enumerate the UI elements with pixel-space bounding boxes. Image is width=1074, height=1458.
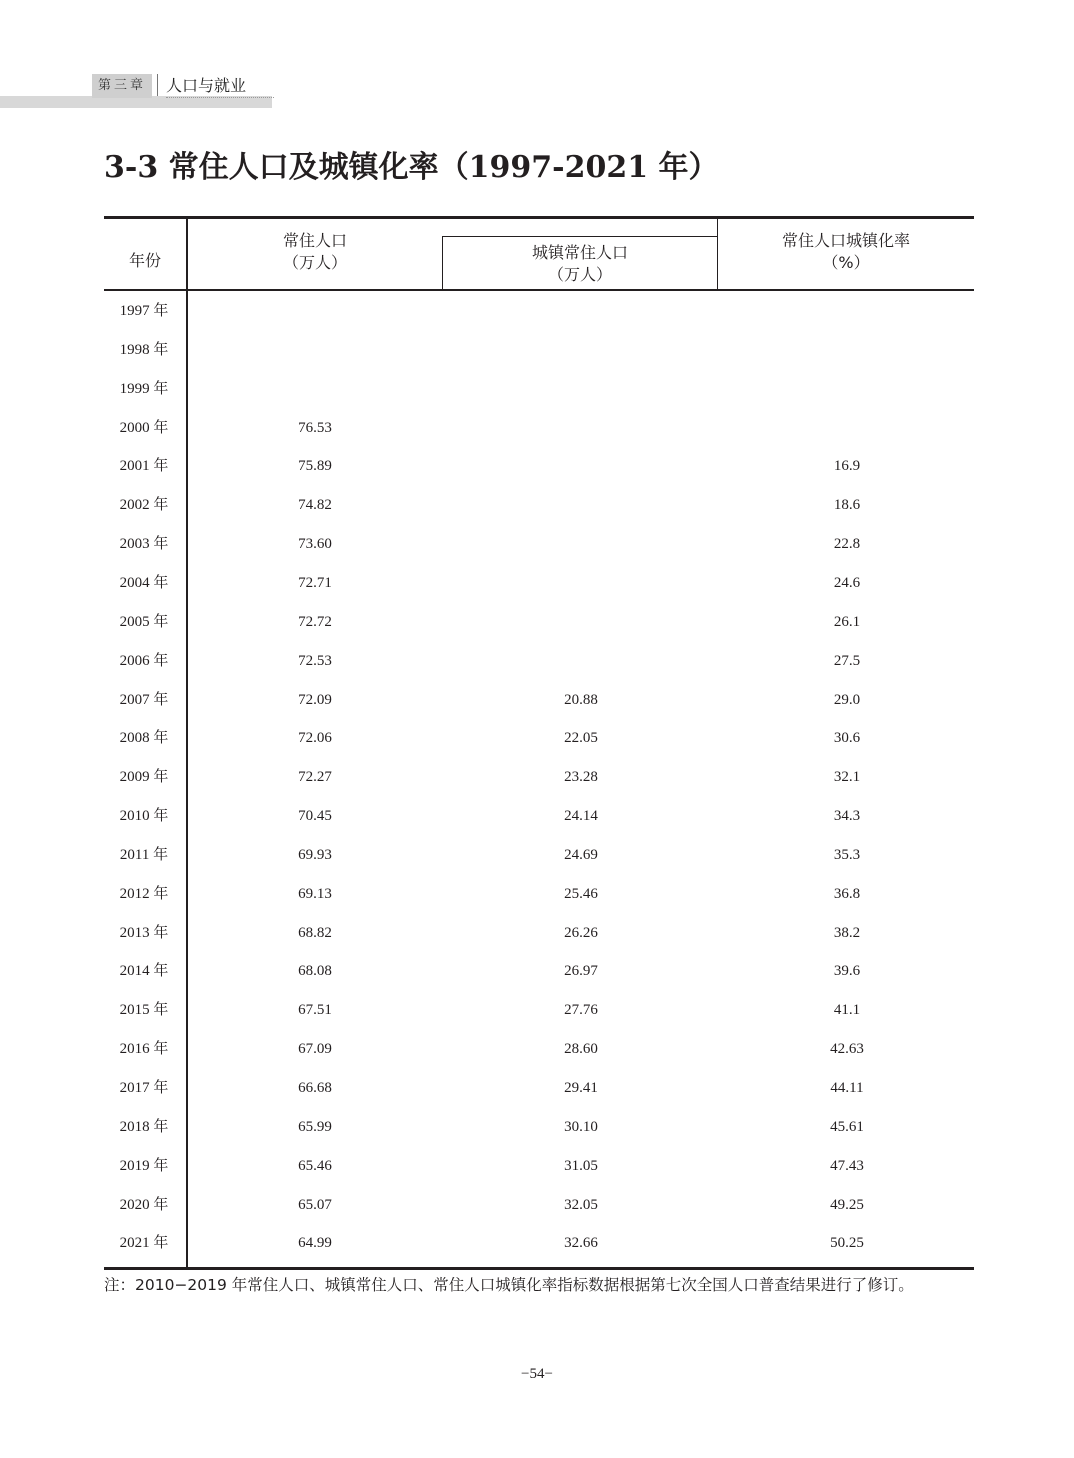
urban-population-cell: 32.05 [564, 1196, 598, 1213]
urbanization-rate-cell: 22.8 [833, 536, 861, 553]
urbanization-rate-cell: 50.25 [830, 1235, 864, 1252]
urban-population-cell: 23.28 [564, 769, 598, 786]
population-cell: 65.07 [298, 1196, 332, 1213]
urbanization-rate-cell: 44.11 [830, 1080, 864, 1096]
table-row [104, 719, 974, 758]
year-cell: 2020 年 [119, 1196, 169, 1213]
population-cell: 67.51 [298, 1002, 332, 1019]
urban-population-cell: 27.76 [564, 1002, 598, 1019]
table-row [104, 331, 974, 370]
urbanization-rate-cell: 45.61 [830, 1118, 864, 1135]
population-cell: 65.46 [298, 1157, 332, 1174]
year-cell: 2018 年 [119, 1118, 169, 1135]
table-row [104, 525, 974, 564]
urban-population-cell: 25.46 [564, 885, 598, 902]
year-cell: 2017 年 [119, 1080, 169, 1096]
population-cell: 64.99 [298, 1235, 332, 1252]
year-cell: 2009 年 [119, 769, 169, 786]
table-row [104, 991, 974, 1030]
page-number: −54− [521, 1366, 553, 1382]
urban-population-cell: 30.10 [564, 1118, 598, 1135]
col-header-urbanization-rate: 常住人口城镇化率 [781, 231, 910, 250]
urban-population-cell: 24.69 [564, 846, 598, 863]
year-cell: 2012 年 [119, 885, 169, 902]
year-cell: 2000 年 [119, 419, 169, 436]
population-cell: 69.93 [298, 846, 332, 863]
population-cell: 67.09 [298, 1041, 332, 1058]
urbanization-rate-cell: 30.6 [833, 730, 861, 747]
page-title: 3-3 常住人口及城镇化率（1997-2021 年） [104, 150, 719, 185]
year-cell: 2011 年 [119, 846, 169, 863]
population-cell: 72.71 [298, 574, 332, 591]
urbanization-rate-cell: 29.0 [833, 691, 861, 708]
urban-population-cell: 29.41 [564, 1080, 598, 1096]
urbanization-rate-cell: 49.25 [830, 1196, 864, 1213]
urbanization-rate-cell: 24.6 [833, 574, 861, 591]
year-cell: 2013 年 [119, 924, 169, 941]
year-cell: 2001 年 [119, 458, 169, 475]
table-row [104, 564, 974, 603]
population-cell: 72.06 [298, 730, 332, 747]
table-row [104, 486, 974, 525]
urban-population-cell: 24.14 [564, 808, 598, 825]
header-bottom-rule [104, 289, 974, 291]
year-cell: 2016 年 [119, 1041, 169, 1058]
year-cell: 2008 年 [119, 730, 169, 747]
population-cell: 75.89 [298, 458, 332, 475]
col-header-urbanization-rate-unit: （%） [822, 253, 870, 272]
urbanization-rate-cell: 18.6 [833, 497, 861, 514]
year-cell: 2005 年 [119, 613, 169, 630]
urban-population-cell: 28.60 [564, 1041, 598, 1058]
urbanization-rate-cell: 39.6 [833, 963, 861, 980]
chapter-label: 第三章 [92, 74, 152, 98]
population-cell: 65.99 [298, 1118, 332, 1135]
table-row [104, 409, 974, 448]
table-row [104, 370, 974, 409]
urbanization-rate-cell: 26.1 [833, 613, 861, 630]
year-cell: 2004 年 [119, 574, 169, 591]
urban-population-cell: 26.26 [564, 924, 598, 941]
urban-population-cell: 32.66 [564, 1235, 598, 1252]
table-row [104, 836, 974, 875]
urbanization-rate-cell: 27.5 [833, 652, 861, 669]
population-cell: 74.82 [298, 497, 332, 514]
urban-population-cell: 31.05 [564, 1157, 598, 1174]
section-title: 人口与就业 [166, 76, 247, 95]
population-cell: 68.08 [298, 963, 332, 980]
table-row [104, 797, 974, 836]
urban-population-cell: 20.88 [564, 691, 598, 708]
year-cell: 2019 年 [119, 1157, 169, 1174]
urban-population-cell: 26.97 [564, 963, 598, 980]
header-divider [157, 74, 158, 96]
table-row [104, 1186, 974, 1225]
year-cell: 1999 年 [119, 380, 169, 397]
urbanization-rate-cell: 35.3 [833, 846, 861, 863]
table-row [104, 758, 974, 797]
col-header-urban-population-unit: （万人） [547, 265, 612, 284]
table-row [104, 1224, 974, 1263]
table-note: 注：2010−2019 年常住人口、城镇常住人口、常住人口城镇化率指标数据根据第七次全国人口普查结果进行了修订。 [104, 1276, 914, 1294]
table-top-rule [104, 216, 974, 219]
urbanization-rate-cell: 34.3 [833, 808, 861, 825]
urbanization-rate-cell: 38.2 [833, 924, 861, 941]
urbanization-rate-cell: 36.8 [833, 885, 861, 902]
table-row [104, 447, 974, 486]
table-row [104, 952, 974, 991]
table-row [104, 603, 974, 642]
population-cell: 76.53 [298, 419, 332, 436]
urbanization-rate-cell: 16.9 [833, 458, 861, 475]
subheader-rule [442, 236, 718, 237]
year-cell: 2015 年 [119, 1002, 169, 1019]
population-cell: 66.68 [298, 1080, 332, 1096]
year-cell: 2003 年 [119, 536, 169, 553]
urbanization-rate-cell: 42.63 [830, 1041, 864, 1058]
year-cell: 2002 年 [119, 497, 169, 514]
table-row [104, 1069, 974, 1108]
year-cell: 1997 年 [119, 303, 169, 319]
population-cell: 72.27 [298, 769, 332, 786]
year-cell: 2021 年 [119, 1235, 169, 1252]
population-cell: 73.60 [298, 536, 332, 553]
table-row [104, 292, 974, 331]
urbanization-rate-cell: 32.1 [833, 769, 861, 786]
population-cell: 72.72 [298, 613, 332, 630]
year-cell: 2007 年 [119, 691, 169, 708]
table-row [104, 681, 974, 720]
year-cell: 2010 年 [119, 808, 169, 825]
year-cell: 2006 年 [119, 652, 169, 669]
table-row [104, 1030, 974, 1069]
urbanization-rate-cell: 47.43 [830, 1157, 864, 1174]
population-cell: 69.13 [298, 885, 332, 902]
col-header-population-unit: （万人） [282, 253, 347, 272]
population-cell: 68.82 [298, 924, 332, 941]
header-dotted-rule [166, 97, 274, 98]
population-cell: 72.09 [298, 691, 332, 708]
table-row [104, 875, 974, 914]
table-row [104, 914, 974, 953]
population-cell: 72.53 [298, 652, 332, 669]
table-row [104, 642, 974, 681]
population-cell: 70.45 [298, 808, 332, 825]
table-row [104, 1108, 974, 1147]
col-header-urban-population: 城镇常住人口 [531, 243, 628, 262]
table-bottom-rule [104, 1267, 974, 1270]
year-cell: 2014 年 [119, 963, 169, 980]
urban-population-cell: 22.05 [564, 730, 598, 747]
col-header-population: 常住人口 [282, 231, 347, 250]
table-row [104, 1147, 974, 1186]
col-header-year: 年份 [128, 251, 161, 270]
urbanization-rate-cell: 41.1 [833, 1002, 861, 1019]
year-cell: 1998 年 [119, 341, 169, 358]
